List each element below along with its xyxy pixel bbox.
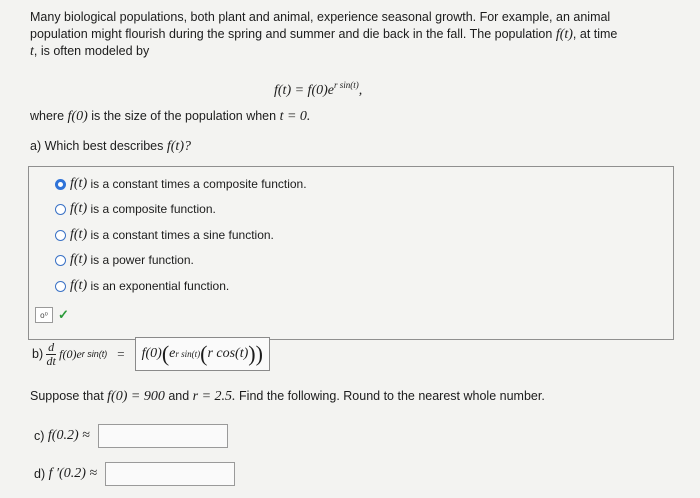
choice-2[interactable]: f(t) is a composite function. xyxy=(55,200,216,218)
part-c-row: c) f(0.2) ≈ xyxy=(34,424,228,448)
intro-line-2: population might flourish during the spring and summer and die back in the fall. The population f(t), at time xyxy=(30,27,618,42)
part-b-answer-box[interactable]: f(0) ( e r sin(t) ( r cos(t) )) xyxy=(135,337,270,371)
radio-icon[interactable] xyxy=(55,281,66,292)
part-a-question: a) Which best describes f(t)? xyxy=(30,139,191,154)
radio-icon[interactable] xyxy=(55,204,66,215)
intro-line-3: t, is often modeled by xyxy=(30,44,150,59)
part-d-input[interactable] xyxy=(105,462,235,486)
part-d-row: d) f ′(0.2) ≈ xyxy=(34,462,235,486)
radio-icon[interactable] xyxy=(55,230,66,241)
key-icon[interactable]: o⁰ xyxy=(35,307,53,323)
choice-4[interactable]: f(t) is a power function. xyxy=(55,251,194,269)
correct-check-icon: ✓ xyxy=(58,307,69,322)
problem-intro xyxy=(30,9,670,60)
choice-3[interactable]: f(t) is a constant times a sine function. xyxy=(55,226,274,244)
derivative-operator: $\frac{d}{dt}$ xyxy=(46,339,56,368)
population-formula: $f(t) = f(0)e^{r sin(t)}$, xyxy=(274,80,363,98)
choice-5[interactable]: f(t) is an exponential function. xyxy=(55,277,229,295)
choice-1[interactable]: f(t) is a constant times a composite function. xyxy=(55,175,307,193)
radio-selected-icon[interactable] xyxy=(55,179,66,190)
intro-line-1: Many biological populations, both plant and animal, experience seasonal growth. For example, an animal xyxy=(30,10,611,24)
given-values-text: Suppose that f(0) = 900 and r = 2.5. Find the following. Round to the nearest whole number. xyxy=(30,389,545,404)
part-a-choices-panel xyxy=(28,166,674,340)
part-c-input[interactable] xyxy=(98,424,228,448)
check-row xyxy=(35,307,69,323)
radio-icon[interactable] xyxy=(55,255,66,266)
where-text: where f(0) is the size of the population when t = 0. xyxy=(30,109,311,124)
part-b-row: b) $\frac{d}{dt}$ f(0)e r sin(t) = f(0) ( e r sin(t) ( r cos(t) )) xyxy=(32,334,270,374)
